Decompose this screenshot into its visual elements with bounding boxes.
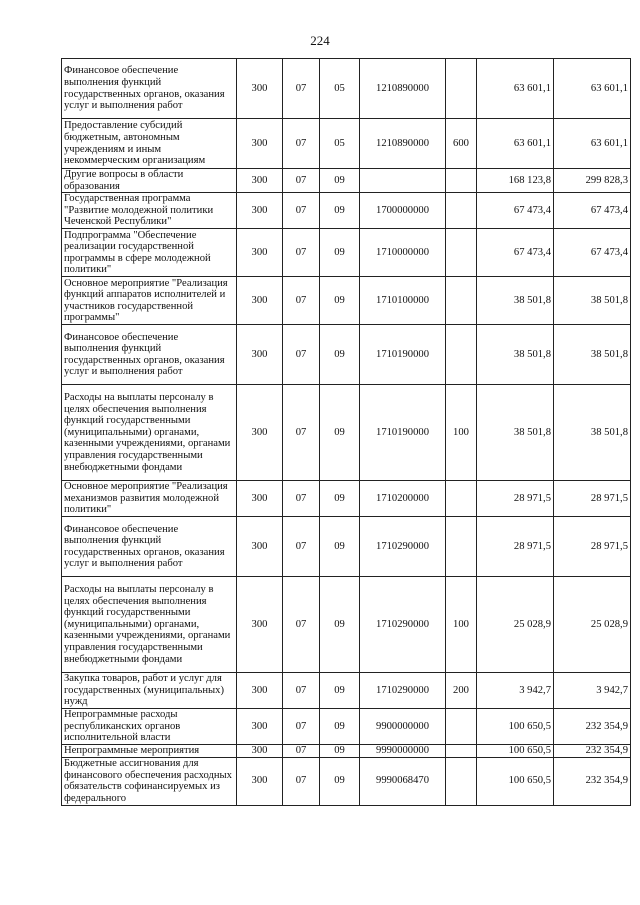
budget-table [61,58,631,806]
row-gr: 300 [237,481,283,517]
row-pr: 09 [320,277,360,325]
row-name: Основное мероприятие "Реализация функций аппаратов исполнителей и участников государственной программы" [62,277,237,325]
row-sum-2020: 67 473,4 [477,229,554,277]
row-pr: 09 [320,193,360,229]
row-sum-2021: 299 828,3 [554,169,631,193]
row-pr: 09 [320,577,360,673]
row-vr [446,229,477,277]
row-gr: 300 [237,277,283,325]
row-gr: 300 [237,385,283,481]
row-sum-2021: 67 473,4 [554,193,631,229]
table-row [62,673,631,709]
row-name: Непрограммные мероприятия [62,745,237,758]
row-rz: 07 [283,59,320,119]
row-csr: 1710290000 [360,517,446,577]
row-vr [446,169,477,193]
row-gr: 300 [237,517,283,577]
row-pr: 09 [320,757,360,805]
row-gr: 300 [237,757,283,805]
row-sum-2020: 63 601,1 [477,59,554,119]
row-sum-2021: 28 971,5 [554,481,631,517]
row-pr: 09 [320,169,360,193]
row-csr: 9990068470 [360,757,446,805]
row-gr: 300 [237,673,283,709]
row-gr: 300 [237,193,283,229]
row-rz: 07 [283,277,320,325]
row-sum-2020: 25 028,9 [477,577,554,673]
row-csr: 1710190000 [360,325,446,385]
row-sum-2021: 63 601,1 [554,119,631,169]
row-name: Подпрограмма "Обеспечение реализации государственной программы в сфере молодежной политики" [62,229,237,277]
row-vr [446,709,477,745]
row-sum-2021: 25 028,9 [554,577,631,673]
row-sum-2021: 38 501,8 [554,385,631,481]
row-sum-2021: 63 601,1 [554,59,631,119]
row-rz: 07 [283,481,320,517]
row-vr [446,59,477,119]
row-pr: 09 [320,229,360,277]
row-sum-2020: 67 473,4 [477,193,554,229]
table-row [62,757,631,805]
row-csr: 1700000000 [360,193,446,229]
row-csr: 9990000000 [360,745,446,758]
row-sum-2021: 232 354,9 [554,757,631,805]
row-sum-2020: 28 971,5 [477,481,554,517]
table-row [62,577,631,673]
row-sum-2020: 38 501,8 [477,277,554,325]
row-csr: 1710190000 [360,385,446,481]
row-vr [446,745,477,758]
row-csr: 1210890000 [360,59,446,119]
row-pr: 09 [320,745,360,758]
row-vr: 100 [446,577,477,673]
row-name: Непрограммные расходы республиканских органов исполнительной власти [62,709,237,745]
row-sum-2020: 100 650,5 [477,757,554,805]
row-name: Расходы на выплаты персоналу в целях обеспечения выполнения функций государственными (муниципальными) органами, казенными учреждениями, органами управления государственными внебюджетными фондами [62,577,237,673]
row-rz: 07 [283,673,320,709]
table-row [62,59,631,119]
table-row [62,709,631,745]
row-name: Бюджетные ассигнования для финансового обеспечения расходных обязательств софинансируемых из федерального [62,757,237,805]
table-row [62,119,631,169]
row-name: Финансовое обеспечение выполнения функций государственных органов, оказания услуг и выполнения работ [62,517,237,577]
row-sum-2020: 28 971,5 [477,517,554,577]
row-pr: 09 [320,673,360,709]
row-pr: 09 [320,517,360,577]
row-csr [360,169,446,193]
row-gr: 300 [237,325,283,385]
table-row [62,325,631,385]
row-rz: 07 [283,757,320,805]
row-sum-2021: 67 473,4 [554,229,631,277]
row-rz: 07 [283,709,320,745]
table-row [62,385,631,481]
row-sum-2020: 3 942,7 [477,673,554,709]
table-row [62,193,631,229]
row-gr: 300 [237,119,283,169]
row-sum-2020: 168 123,8 [477,169,554,193]
row-name: Финансовое обеспечение выполнения функций государственных органов, оказания услуг и выполнения работ [62,59,237,119]
row-vr [446,757,477,805]
table-body [62,59,631,806]
row-rz: 07 [283,517,320,577]
row-rz: 07 [283,229,320,277]
row-vr [446,277,477,325]
row-vr [446,325,477,385]
row-sum-2021: 28 971,5 [554,517,631,577]
row-gr: 300 [237,229,283,277]
table-row [62,229,631,277]
row-gr: 300 [237,59,283,119]
row-name: Расходы на выплаты персоналу в целях обеспечения выполнения функций государственными (муниципальными) органами, казенными учреждениями, органами управления государственными внебюджетными фондами [62,385,237,481]
table-row [62,517,631,577]
row-sum-2021: 232 354,9 [554,745,631,758]
row-csr: 1710290000 [360,673,446,709]
row-gr: 300 [237,745,283,758]
row-rz: 07 [283,745,320,758]
row-gr: 300 [237,577,283,673]
row-pr: 05 [320,119,360,169]
row-csr: 1210890000 [360,119,446,169]
row-rz: 07 [283,577,320,673]
row-vr [446,517,477,577]
row-name: Государственная программа "Развитие молодежной политики Чеченской Республики" [62,193,237,229]
row-name: Финансовое обеспечение выполнения функций государственных органов, оказания услуг и выполнения работ [62,325,237,385]
row-pr: 09 [320,325,360,385]
row-rz: 07 [283,119,320,169]
row-csr: 1710000000 [360,229,446,277]
row-rz: 07 [283,169,320,193]
row-sum-2020: 38 501,8 [477,385,554,481]
row-csr: 1710290000 [360,577,446,673]
row-pr: 09 [320,709,360,745]
row-csr: 1710200000 [360,481,446,517]
row-sum-2020: 63 601,1 [477,119,554,169]
row-rz: 07 [283,385,320,481]
row-sum-2020: 100 650,5 [477,745,554,758]
row-pr: 05 [320,59,360,119]
row-vr [446,193,477,229]
row-sum-2020: 100 650,5 [477,709,554,745]
row-vr [446,481,477,517]
row-rz: 07 [283,193,320,229]
row-gr: 300 [237,709,283,745]
table-row [62,169,631,193]
row-csr: 9900000000 [360,709,446,745]
row-gr: 300 [237,169,283,193]
row-pr: 09 [320,481,360,517]
row-sum-2020: 38 501,8 [477,325,554,385]
row-rz: 07 [283,325,320,385]
row-sum-2021: 232 354,9 [554,709,631,745]
row-sum-2021: 38 501,8 [554,277,631,325]
page-number: 224 [310,33,330,48]
row-csr: 1710100000 [360,277,446,325]
row-name: Предоставление субсидий бюджетным, автономным учреждениям и иным некоммерческим организациям [62,119,237,169]
row-name: Закупка товаров, работ и услуг для государственных (муниципальных) нужд [62,673,237,709]
table-row [62,745,631,758]
row-pr: 09 [320,385,360,481]
row-vr: 100 [446,385,477,481]
table-row [62,481,631,517]
table-row [62,277,631,325]
row-vr: 200 [446,673,477,709]
row-name: Основное мероприятие "Реализация механизмов развития молодежной политики" [62,481,237,517]
row-name: Другие вопросы в области образования [62,169,237,193]
row-sum-2021: 3 942,7 [554,673,631,709]
row-vr: 600 [446,119,477,169]
row-sum-2021: 38 501,8 [554,325,631,385]
